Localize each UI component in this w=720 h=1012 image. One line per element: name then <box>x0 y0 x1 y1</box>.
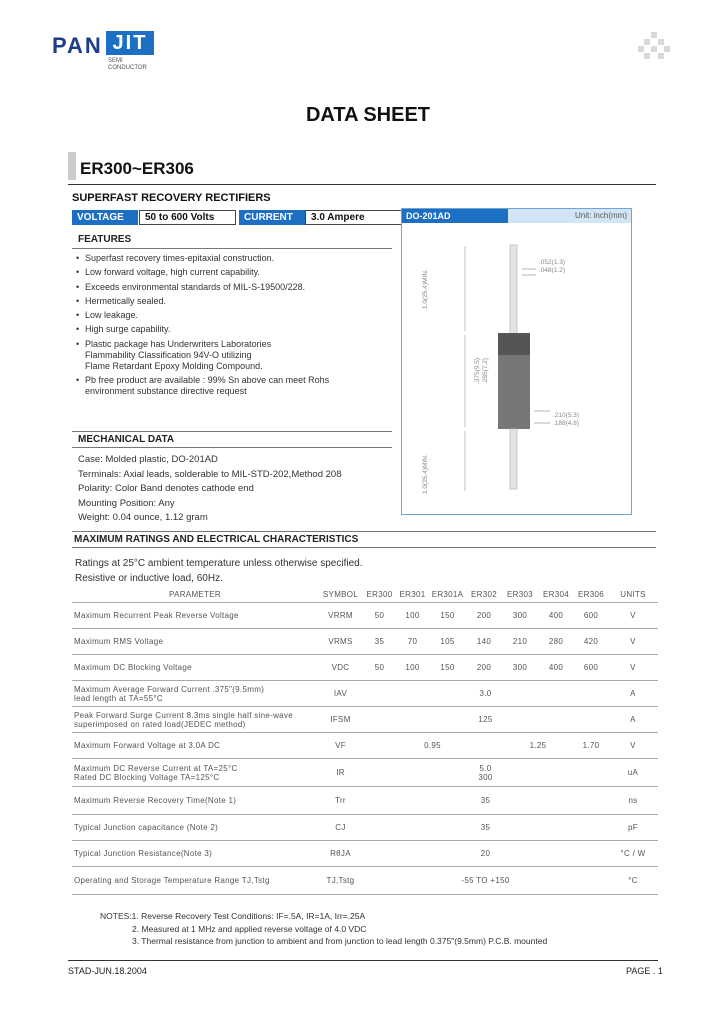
current-value: 3.0 Ampere <box>305 210 402 225</box>
column-header: UNITS <box>608 586 658 603</box>
divider <box>72 447 392 448</box>
unit-cell: V <box>608 655 658 681</box>
package-drawing <box>401 208 632 515</box>
value-cell: 50 <box>363 655 396 681</box>
list-item: • Superfast recovery times-epitaxial construction. <box>76 253 396 264</box>
unit-cell: V <box>608 603 658 629</box>
logo-jit: JIT <box>106 31 154 55</box>
list-item: Weight: 0.04 ounce, 1.12 gram <box>78 512 208 524</box>
value-cell: 20 <box>363 841 608 867</box>
table-row <box>72 655 658 681</box>
document-date: STAD-JUN.18.2004 <box>68 966 147 976</box>
list-item: • Exceeds environmental standards of MIL-S-19500/228. <box>76 282 396 293</box>
condition-line: Resistive or inductive load, 60Hz. <box>75 573 223 584</box>
parameter-cell: Peak Forward Surge Current 8.3ms single half sine-wave superimposed on rated load(JEDEC method) <box>72 707 318 733</box>
value-cell: 35 <box>363 629 396 655</box>
value-cell: 3.0 <box>363 681 608 707</box>
symbol-cell: TJ,Tstg <box>318 867 363 895</box>
value-cell: 420 <box>574 629 608 655</box>
value-cell: 1.70 <box>574 733 608 759</box>
table-row <box>72 787 658 815</box>
parameter-cell: Maximum Reverse Recovery Time(Note 1) <box>72 787 318 815</box>
symbol-cell: IR <box>318 759 363 787</box>
list-item: • Low forward voltage, high current capability. <box>76 267 396 278</box>
value-cell: 400 <box>538 603 574 629</box>
dim-lead-diameter: .052(1.3) .048(1.2) <box>539 259 566 274</box>
value-cell: 200 <box>466 655 502 681</box>
dim-lead-length-bottom: 1.0(25.4)MIN. <box>422 454 429 494</box>
current-label: CURRENT <box>239 210 305 225</box>
column-header: ER306 <box>574 586 608 603</box>
value-cell: 100 <box>396 603 429 629</box>
unit-cell: A <box>608 707 658 733</box>
notes <box>100 910 547 948</box>
features-heading: FEATURES <box>78 234 132 245</box>
parameter-cell: Maximum DC Reverse Current at TA=25°C Rated DC Blocking Voltage TA=125°C <box>72 759 318 787</box>
list-item: Mounting Position: Any <box>78 497 175 509</box>
rating-conditions <box>75 556 362 586</box>
table-row <box>72 841 658 867</box>
note-item: 2. Measured at 1 MHz and applied reverse voltage of 4.0 VDC <box>132 923 367 934</box>
table-row <box>72 733 658 759</box>
note-item: 3. Thermal resistance from junction to ambient and from junction to lead length 0.375"(9.5mm) P.C.B. mounted <box>132 936 548 946</box>
parameter-cell: Operating and Storage Temperature Range TJ,Tstg <box>72 867 318 895</box>
column-header: ER301 <box>396 586 429 603</box>
value-cell: 600 <box>574 655 608 681</box>
value-cell: 210 <box>502 629 538 655</box>
symbol-cell: IAV <box>318 681 363 707</box>
parameter-cell: Maximum DC Blocking Voltage <box>72 655 318 681</box>
table-row <box>72 759 658 787</box>
column-header: ER303 <box>502 586 538 603</box>
unit-cell: pF <box>608 815 658 841</box>
table-header-row <box>72 586 658 603</box>
column-header: ER301A <box>429 586 466 603</box>
list-item: • Plastic package has Underwriters Laboratories Flammability Classification 94V-O utilizing Flame Retardant Epoxy Molding Compound. <box>76 339 396 372</box>
unit-cell: A <box>608 681 658 707</box>
page-number: PAGE . 1 <box>626 966 663 976</box>
value-cell: 0.95 <box>363 733 502 759</box>
page-title: DATA SHEET <box>305 104 431 126</box>
divider <box>68 184 656 185</box>
table-row <box>72 815 658 841</box>
note-item: 1. Reverse Recovery Test Conditions: IF=.5A, IR=1A, Irr=.25A <box>131 911 366 921</box>
value-cell: 400 <box>538 655 574 681</box>
value-cell: 300 <box>502 655 538 681</box>
value-cell: 280 <box>538 629 574 655</box>
value-cell: 125 <box>363 707 608 733</box>
table-row <box>72 681 658 707</box>
value-cell: 50 <box>363 603 396 629</box>
table-row <box>72 707 658 733</box>
list-item: • Hermetically sealed. <box>76 296 396 307</box>
value-cell: 600 <box>574 603 608 629</box>
value-cell: 35 <box>363 787 608 815</box>
product-subtitle: SUPERFAST RECOVERY RECTIFIERS <box>72 192 271 204</box>
logo-semi-line1: SEMI <box>108 58 123 64</box>
column-header: ER302 <box>466 586 502 603</box>
column-header: SYMBOL <box>318 586 363 603</box>
logo-semiconductor <box>108 58 168 72</box>
unit-cell: uA <box>608 759 658 787</box>
list-item: Terminals: Axial leads, solderable to MIL-STD-202,Method 208 <box>78 468 342 480</box>
divider <box>72 248 392 249</box>
value-cell: 150 <box>429 655 466 681</box>
dim-lead-length-top: 1.0(25.4)MIN. <box>422 269 429 309</box>
symbol-cell: IFSM <box>318 707 363 733</box>
decorative-squares-icon <box>638 32 670 64</box>
value-cell: 70 <box>396 629 429 655</box>
unit-cell: ns <box>608 787 658 815</box>
symbol-cell: Trr <box>318 787 363 815</box>
symbol-cell: VRRM <box>318 603 363 629</box>
condition-line: Ratings at 25°C ambient temperature unless otherwise specified. <box>75 558 363 569</box>
symbol-cell: VDC <box>318 655 363 681</box>
symbol-cell: RθJA <box>318 841 363 867</box>
value-cell: 200 <box>466 603 502 629</box>
voltage-label: VOLTAGE <box>72 210 138 225</box>
divider <box>72 531 656 532</box>
column-header: ER300 <box>363 586 396 603</box>
column-header: ER304 <box>538 586 574 603</box>
parameter-cell: Typical Junction Resistance(Note 3) <box>72 841 318 867</box>
parameter-cell: Maximum RMS Voltage <box>72 629 318 655</box>
table-row <box>72 867 658 895</box>
logo-pan: PAN <box>52 33 103 58</box>
parameter-cell: Maximum Recurrent Peak Reverse Voltage <box>72 603 318 629</box>
ratings-table <box>72 586 658 895</box>
value-cell: 100 <box>396 655 429 681</box>
unit-cell: °C / W <box>608 841 658 867</box>
list-item: • Low leakage. <box>76 310 396 321</box>
unit-cell: V <box>608 733 658 759</box>
value-cell: 105 <box>429 629 466 655</box>
parameter-cell: Maximum Average Forward Current .375"(9.5mm) lead length at TA=55°C <box>72 681 318 707</box>
symbol-cell: VF <box>318 733 363 759</box>
value-cell: 150 <box>429 603 466 629</box>
list-item: • High surge capability. <box>76 324 396 335</box>
symbol-cell: VRMS <box>318 629 363 655</box>
logo-semi-line2: CONDUCTOR <box>108 65 147 71</box>
unit-cell: °C <box>608 867 658 895</box>
value-cell: 1.25 <box>502 733 574 759</box>
column-header: PARAMETER <box>72 586 318 603</box>
part-number-bar <box>68 152 76 180</box>
notes-label: NOTES: <box>100 911 132 921</box>
list-item: Case: Molded plastic, DO-201AD <box>78 454 218 465</box>
diode-outline-icon <box>402 209 631 514</box>
mechanical-data <box>78 453 398 526</box>
mechanical-heading: MECHANICAL DATA <box>78 434 175 445</box>
dim-body-diameter: .210(5.3) .188(4.8) <box>553 412 580 427</box>
value-cell: -55 TO +150 <box>363 867 608 895</box>
divider <box>72 431 392 432</box>
footer-divider <box>68 960 658 961</box>
value-cell: 5.0 300 <box>363 759 608 787</box>
features-list <box>76 253 396 400</box>
list-item: Polarity: Color Band denotes cathode end <box>78 483 254 495</box>
parameter-cell: Typical Junction capacitance (Note 2) <box>72 815 318 841</box>
voltage-value: 50 to 600 Volts <box>139 210 236 225</box>
table-row <box>72 603 658 629</box>
value-cell: 300 <box>502 603 538 629</box>
symbol-cell: CJ <box>318 815 363 841</box>
parameter-cell: Maximum Forward Voltage at 3.0A DC <box>72 733 318 759</box>
unit-cell: V <box>608 629 658 655</box>
table-row <box>72 629 658 655</box>
package-name: DO-201AD <box>402 209 508 223</box>
ratings-heading: MAXIMUM RATINGS AND ELECTRICAL CHARACTERISTICS <box>74 534 359 545</box>
dim-body-length: .375(9.5) .285(7.2) <box>474 357 489 384</box>
value-cell: 140 <box>466 629 502 655</box>
package-unit: Unit: inch(mm) <box>574 211 627 220</box>
value-cell: 35 <box>363 815 608 841</box>
list-item: • Pb free product are available : 99% Sn above can meet Rohs environment substance directive request <box>76 375 396 397</box>
part-number: ER300~ER306 <box>80 159 194 178</box>
divider <box>72 547 656 548</box>
